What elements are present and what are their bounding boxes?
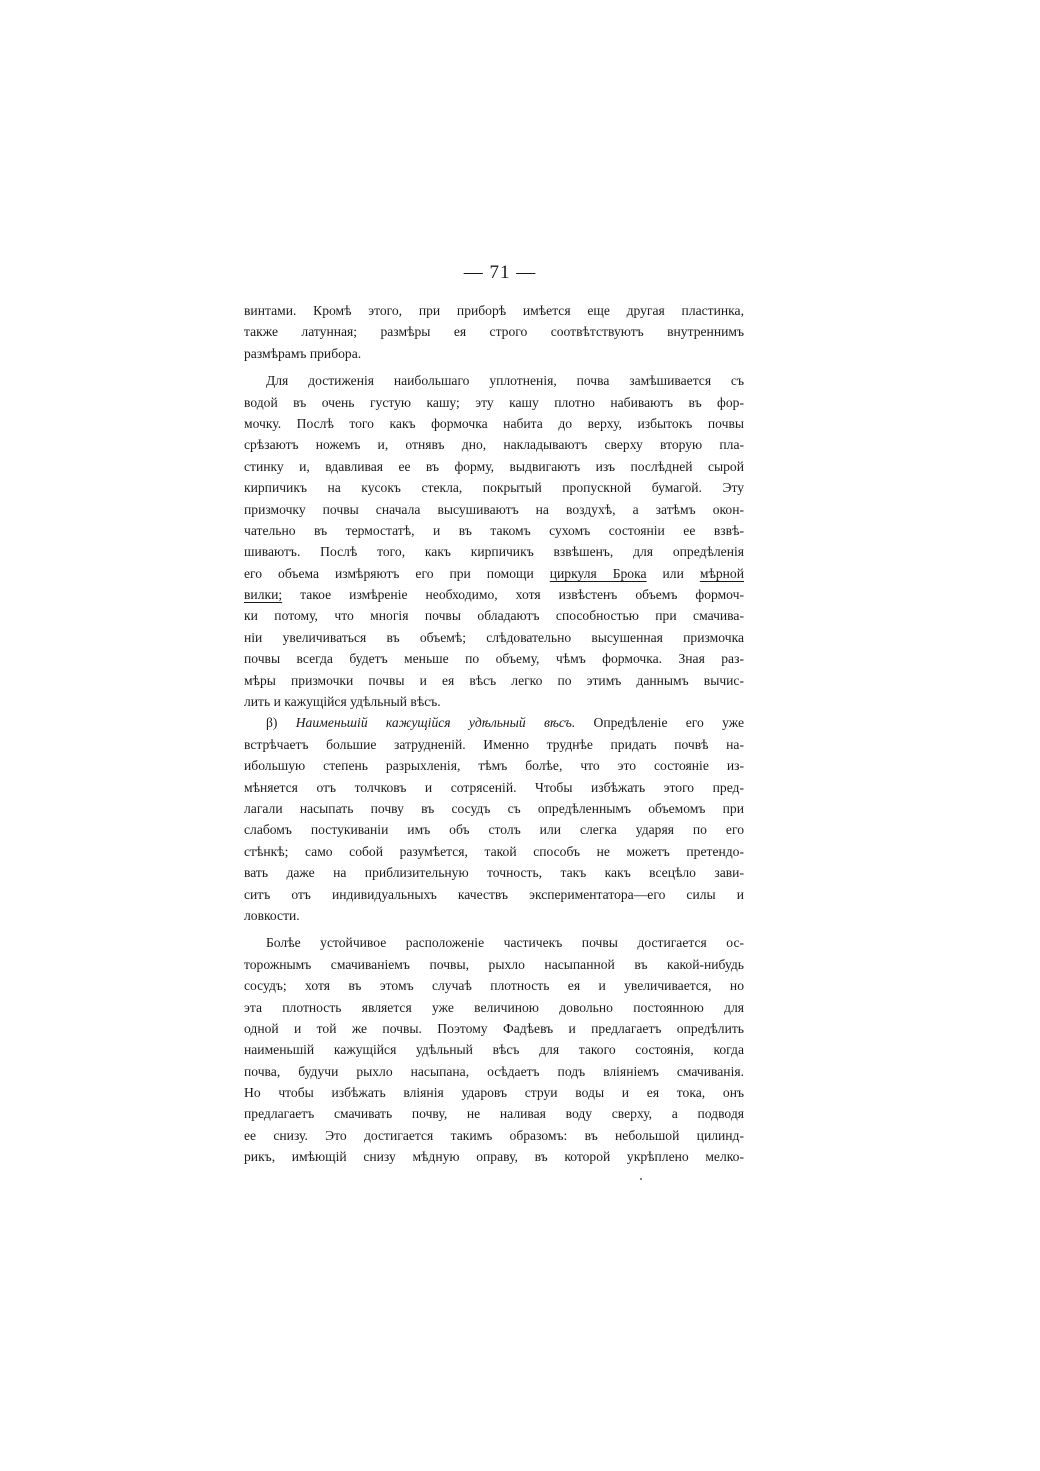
text-line: винтами. Кромѣ этого, при приборѣ имѣется еще другая пластинка, — [244, 303, 744, 318]
text-line: почвы всегда будетъ меньше по объему, чѣмъ формочка. Зная раз- — [244, 651, 744, 667]
text-line: мѣняется отъ толчковъ и сотрясеній. Чтобы избѣжать этого пред- — [244, 779, 744, 795]
text-line: торожнымъ смачиваніемъ почвы, рыхло насыпанной въ какой-нибудь — [244, 956, 744, 972]
text-line: ніи увеличиваться въ объемѣ; слѣдовательно высушенная призмочка — [244, 629, 744, 645]
text-line: кирпичикъ на кусокъ стекла, покрытый пропускной бумагой. Эту — [244, 480, 744, 496]
section-heading: Наименьшій кажущійся удѣльный вѣсъ. — [295, 715, 576, 731]
text-line: ловкости. — [244, 907, 300, 923]
text-line: предлагаетъ смачивать почву, не наливая воду сверху, а подводя — [244, 1106, 744, 1122]
underlined-term-measuring: мѣрной — [699, 565, 744, 581]
text-line: эта плотность является уже величиною довольно постоянною для — [244, 999, 744, 1015]
paragraph-start-line: Болѣе устойчивое расположеніе частичекъ почвы достигается ос- — [266, 935, 744, 951]
text-line: Но чтобы избѣжать вліянія ударовъ струи воды и ея тока, онъ — [244, 1085, 744, 1101]
text-line: призмочку почвы сначала высушиваютъ на воздухѣ, а затѣмъ окон- — [244, 501, 744, 517]
section-heading-line — [244, 712, 744, 733]
text-line: мочку. Послѣ того какъ формочка набита до верху, избытокъ почвы — [244, 415, 744, 431]
page-number: — 71 — — [463, 262, 537, 283]
text-line: лагали насыпать почву въ сосудъ съ опредѣленнымъ объемомъ при — [244, 800, 744, 816]
text-span: или — [646, 565, 700, 581]
text-line: ки потому, что многія почвы обладаютъ способностью при смачива- — [244, 608, 744, 624]
scan-speck — [640, 1178, 642, 1180]
underlined-term-brock-compass: циркуля Брока — [549, 565, 647, 581]
text-line: стѣнкѣ; само собой разумѣется, такой способъ не можетъ претендо- — [244, 843, 744, 859]
paragraph-start-line: Для достиженія наибольшаго уплотненія, почва замѣшивается съ — [266, 373, 744, 389]
section-marker: β) — [266, 715, 296, 731]
text-line: ситъ отъ индивидуальныхъ качествъ экспериментатора—его силы и — [244, 886, 744, 902]
text-line: наименьшій кажущійся удѣльный вѣсъ для такого состоянія, когда — [244, 1042, 744, 1058]
text-line: ибольшую степень разрыхленія, тѣмъ болѣе, что это состояніе из- — [244, 758, 744, 774]
text-line: почва, будучи рыхло насыпана, осѣдаетъ подъ вліяніемъ смачиванія. — [244, 1063, 744, 1079]
text-line: чательно въ термостатѣ, и въ такомъ сухомъ состояніи ее взвѣ- — [244, 522, 744, 538]
text-span: такое измѣреніе необходимо, хотя извѣстенъ объемъ формоч- — [282, 587, 744, 603]
text-line: одной и той же почвы. Поэтому Фадѣевъ и предлагаетъ опредѣлить — [244, 1020, 744, 1036]
text-line: стинку и, вдавливая ее въ форму, выдвигаютъ изъ послѣдней сырой — [244, 458, 744, 474]
text-line: вать даже на приблизительную точность, такъ какъ всецѣло зави- — [244, 865, 744, 881]
text-span: Опредѣленіе его уже — [575, 715, 744, 731]
text-span: его объема измѣряютъ его при помощи — [244, 565, 550, 581]
text-line: срѣзаютъ ножемъ и, отнявъ дно, накладываютъ сверху вторую пла- — [244, 437, 744, 453]
text-line: также латунная; размѣры ея строго соотвѣтствуютъ внутреннимъ — [244, 324, 744, 340]
text-line: сосудъ; хотя въ этомъ случаѣ плотность ея и увеличивается, но — [244, 978, 744, 994]
body-text — [244, 300, 744, 1168]
text-line: размѣрамъ прибора. — [244, 345, 362, 361]
text-line-with-underline — [244, 584, 744, 605]
text-line: лить и кажущійся удѣльный вѣсъ. — [244, 694, 441, 710]
text-line: слабомъ постукиваніи имъ объ столъ или слегка ударяя по его — [244, 822, 744, 838]
text-line: водой въ очень густую кашу; эту кашу плотно набиваютъ въ фор- — [244, 394, 744, 410]
text-line: мѣры призмочки почвы и ея вѣсъ легко по этимъ даннымъ вычис- — [244, 672, 744, 688]
underlined-term-fork: вилки; — [244, 587, 283, 603]
text-line: шиваютъ. Послѣ того, какъ кирпичикъ взвѣшенъ, для опредѣленія — [244, 544, 744, 560]
text-line-with-underline — [244, 563, 744, 584]
text-line: ее снизу. Это достигается такимъ образомъ: въ небольшой цилинд- — [244, 1127, 744, 1143]
text-line: рикъ, имѣющій снизу мѣдную оправу, въ которой укрѣплено мелко- — [244, 1149, 744, 1165]
text-line: встрѣчаетъ большие затрудненій. Именно труднѣе придать почвѣ на- — [244, 736, 744, 752]
